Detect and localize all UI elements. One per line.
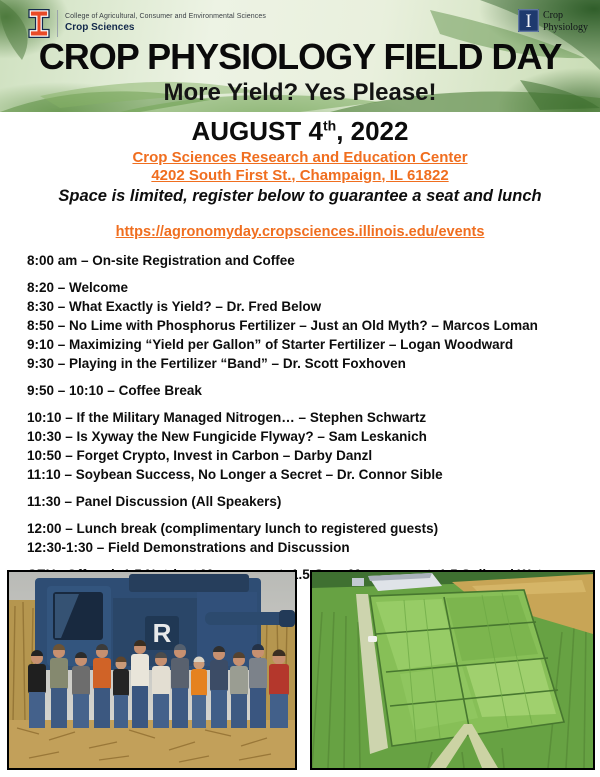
combine-logo-letter: R [152,618,172,648]
venue-link[interactable]: Crop Sciences Research and Education Center [132,148,468,166]
department-name: Crop Sciences [65,21,135,33]
schedule-item: 10:10 – If the Military Managed Nitrogen… – Stephen Schwartz [27,410,427,426]
schedule-item: 12:00 – Lunch break (complimentary lunch to registered guests) [27,521,439,537]
college-name: College of Agricultural, Consumer and Environmental Sciences [65,12,266,20]
university-brand-lockup [28,9,266,38]
schedule-item: 9:50 – 10:10 – Coffee Break [27,383,202,399]
ceu-line: 1.5 [291,567,310,583]
field-day-group-photo [7,570,297,770]
header-banner [0,0,600,112]
schedule-item: 11:30 – Panel Discussion (All Speakers) [27,494,282,510]
illinois-block-i-logo [28,9,50,38]
schedule-list [0,242,600,584]
address-link[interactable]: 4202 South First St., Champaign, IL 61822 [151,166,449,184]
schedule-item: 10:50 – Forget Crypto, Invest in Carbon – Darby Danzl [27,448,373,464]
crop-physiology-column-icon [518,9,539,32]
schedule-item: 8:00 am – On-site Registration and Coffee [27,253,295,269]
event-title: CROP PHYSIOLOGY FIELD DAY [38,36,562,77]
schedule-item: 8:20 – Welcome [27,280,129,296]
brand-divider [57,10,58,37]
schedule-item: 8:30 – What Exactly is Yield? – Dr. Fred Below [27,299,322,315]
schedule-item: 10:30 – Is Xyway the New Fungicide Flyway? – Sam Leskanich [27,429,427,445]
schedule-item: 8:50 – No Lime with Phosphorus Fertilizer – Just an Old Myth? – Marcos Loman [27,318,538,334]
research-plots-aerial-photo [310,570,595,770]
crop-physiology-logo [518,9,588,33]
schedule-item: 9:30 – Playing in the Fertilizer “Band” – Dr. Scott Foxhoven [27,356,406,372]
cp-logo-line1: Crop [542,10,563,21]
event-date: AUGUST 4th, 2022 [191,116,409,146]
photo-row [0,570,600,770]
event-info [0,112,600,242]
schedule-item: 11:10 – Soybean Success, No Longer a Secret – Dr. Connor Sible [27,467,443,483]
svg-text:I: I [525,11,532,32]
event-tagline: More Yield? Yes Please! [163,79,437,106]
schedule-item: 9:10 – Maximizing “Yield per Gallon” of Starter Fertilizer – Logan Woodward [27,337,514,353]
registration-note: Space is limited, register below to guarantee a seat and lunch [58,186,542,205]
schedule-item: 12:30-1:30 – Field Demonstrations and Discussion [27,540,350,556]
registration-url-link[interactable]: https://agronomyday.cropsciences.illinois.edu/events [115,224,485,241]
cp-logo-line2: Physiology [542,21,588,33]
